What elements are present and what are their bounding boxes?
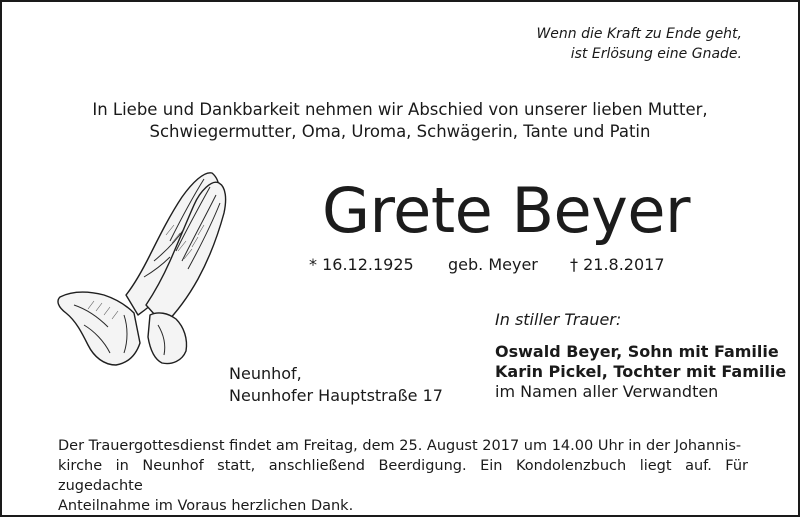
quote-line-2: ist Erlösung eine Gnade. xyxy=(570,46,742,62)
intro-text xyxy=(0,99,800,143)
relatives-line: im Namen aller Verwandten xyxy=(495,382,719,401)
mourners-list xyxy=(495,342,786,402)
maiden-name: geb. Meyer xyxy=(448,255,538,274)
mourners-heading: In stiller Trauer: xyxy=(495,310,622,329)
address-line-1: Neunhof, xyxy=(229,364,302,383)
address xyxy=(229,363,443,407)
mourner-name: Oswald Beyer, Sohn mit Familie xyxy=(495,342,779,361)
birth-date: * 16.12.1925 xyxy=(309,255,414,274)
address-line-2: Neunhofer Hauptstraße 17 xyxy=(229,386,443,405)
intro-line-2: Schwiegermutter, Oma, Uroma, Schwägerin, Tante und Patin xyxy=(149,122,651,141)
praying-hands-icon xyxy=(54,165,229,375)
mourner-name: Karin Pickel, Tochter mit Familie xyxy=(495,362,787,381)
quote xyxy=(536,24,742,64)
service-info xyxy=(58,436,748,516)
quote-line-1: Wenn die Kraft zu Ende geht, xyxy=(536,26,742,42)
service-info-line-1: Der Trauergottesdienst findet am Freitag, dem 25. August 2017 um 14.00 Uhr in der Johannis- xyxy=(58,438,742,454)
death-date: † 21.8.2017 xyxy=(570,255,665,274)
deceased-name: Grete Beyer xyxy=(322,174,690,247)
service-info-line-2: kirche in Neunhof statt, anschließend Beerdigung. Ein Kondolenzbuch liegt auf. Für zugedachte xyxy=(58,458,748,494)
intro-line-1: In Liebe und Dankbarkeit nehmen wir Abschied von unserer lieben Mutter, xyxy=(92,100,708,119)
service-info-line-3: Anteilnahme im Voraus herzlichen Dank. xyxy=(58,498,354,514)
